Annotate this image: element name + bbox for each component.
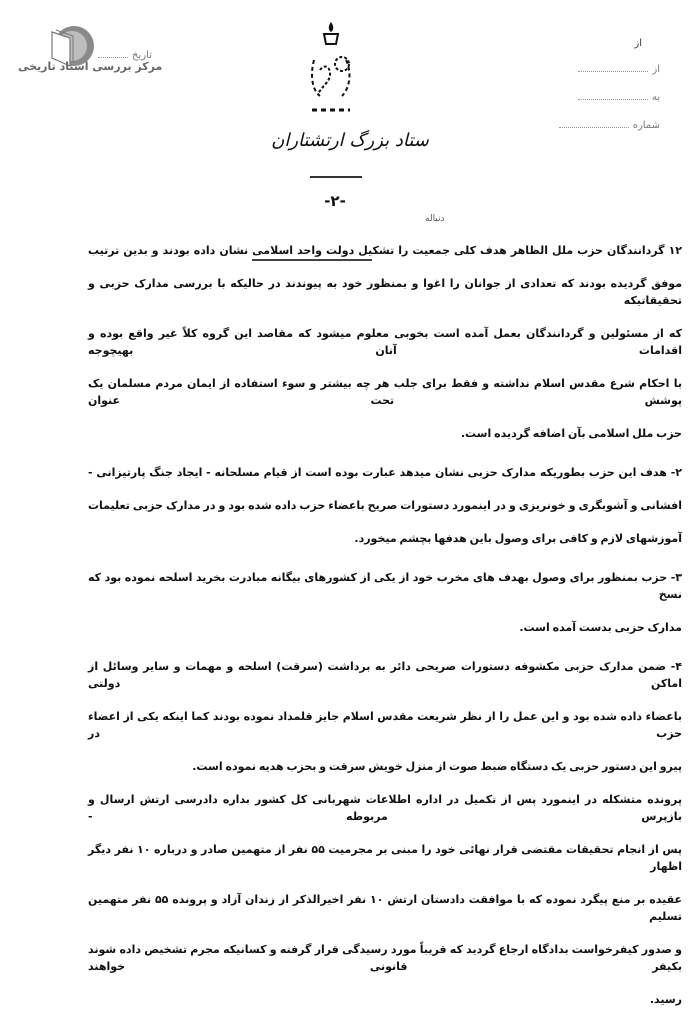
divider [310,176,362,178]
paragraph-1-line-2: موفق گردیده بودند که تعدادی از جوانان را اغوا و بمنظور خود به پیوندند در حالیکه با بررسی مدارک حزبی و تحقیقاتیکه [88,277,682,307]
page-number: -۲- [324,192,346,210]
document-body [88,234,682,1016]
paragraph-5-line-3: عقیده بر منع پیگرد نموده که با موافقت دادستان ارتش ۱۰ نفر اخیرالذکر از زندان آزاد و پرونده ۵۵ نفر متهمین تسلیم [88,893,682,923]
paragraph-4-line-2: باعضاء داده شده بود و این عمل را از نظر شریعت مقدس اسلام جایز قلمداد نموده بودند کما اینکه یکی از اعضاء حزب در [88,710,682,740]
continuation-mark: دنباله [425,214,445,224]
paragraph-1-line-1: ۱۲ گردانندگان حزب ملل الظاهر هدف کلی جمعیت را تشکیل دولت واحد اسلامی نشان داده بودند و بدین ترتیب [88,234,682,267]
paragraph-1-line-4: با احکام شرع مقدس اسلام نداشته و فقط برای جلب هر چه بیشتر و سوء استفاده از ایمان مردم مسلمان یک پوشش تحت عنوان [88,377,682,407]
paragraph-5-line-4: و صدور کیفرخواست بدادگاه ارجاع گردید که قریباً مورد رسیدگی قرار گرفته و کسانیکه مجرم تشخیص داده شوند بکیفر قانونی خواهند [88,943,682,973]
paragraph-2-line-2: افشانی و آشوبگری و خونریزی و در اینمورد دستورات صریح باعضاء حزب داده شده بود و در مدارک حزبی تعلیمات [88,499,682,512]
paragraph-3-line-1: ۳- حزب بمنظور برای وصول بهدف های مخرب خود از یکی از کشورهای بیگانه مبادرت بخرید اسلحه نموده بود که نسخ [88,571,682,601]
field-to: به [578,92,660,103]
field-from: از [578,64,660,75]
paragraph-5-line-2: پس از انجام تحقیقات مقتضی قرار نهائی خود را مبنی بر مجرمیت ۵۵ نفر از متهمین صادر و درباره ۱۰ نفر دیگر اظهار [88,843,682,873]
underline-mark [252,259,372,261]
paragraph-2-line-3: آموزشهای لازم و کافی برای وصول باین هدفها بچشم میخورد. [354,532,682,545]
paragraph-5-line-5: رسید. [649,993,682,1006]
watermark-text: مرکز بررسی اسناد تاریخی [18,60,163,73]
field-top: از [634,38,642,49]
organization-name: ستاد بزرگ ارتشتاران [271,130,429,151]
lion-and-sun-emblem-icon [298,20,364,120]
paragraph-2-line-1: ۲- هدف این حزب بطوریکه مدارک حزبی نشان میدهد عبارت بوده است از قیام مسلحانه - ایجاد جنگ پارتیزانی - [88,466,682,479]
paragraph-1-line-5: حزب ملل اسلامی بآن اضافه گردیده است. [460,427,682,440]
paragraph-5-line-1: پرونده متشکله در اینمورد پس از تکمیل در اداره اطلاعات شهربانی کل کشور بداره دادرسی ارتش ارسال و بازپرس مربوطه - [88,793,682,823]
paragraph-1-line-3: که از مسئولین و گردانندگان بعمل آمده است بخوبی معلوم میشود که مقاصد این گروه کلاً غیر واقع بوده و اقدامات آنان بهیچوجه [88,327,682,357]
paragraph-3-line-2: مدارک حزبی بدست آمده است. [519,621,682,634]
paragraph-4-line-1: ۴- ضمن مدارک حزبی مکشوفه دستورات صریحی دائر به برداشت (سرقت) اسلحه و مهمات و سایر وسائل از اماکن دولتی [88,660,682,690]
paragraph-4-line-3: پیرو این دستور حزبی یک دستگاه ضبط صوت از منزل خویش سرقت و بحزب هدیه نموده است. [192,760,682,773]
date-label: تاریخ [98,50,152,61]
field-number: شماره [559,120,660,131]
